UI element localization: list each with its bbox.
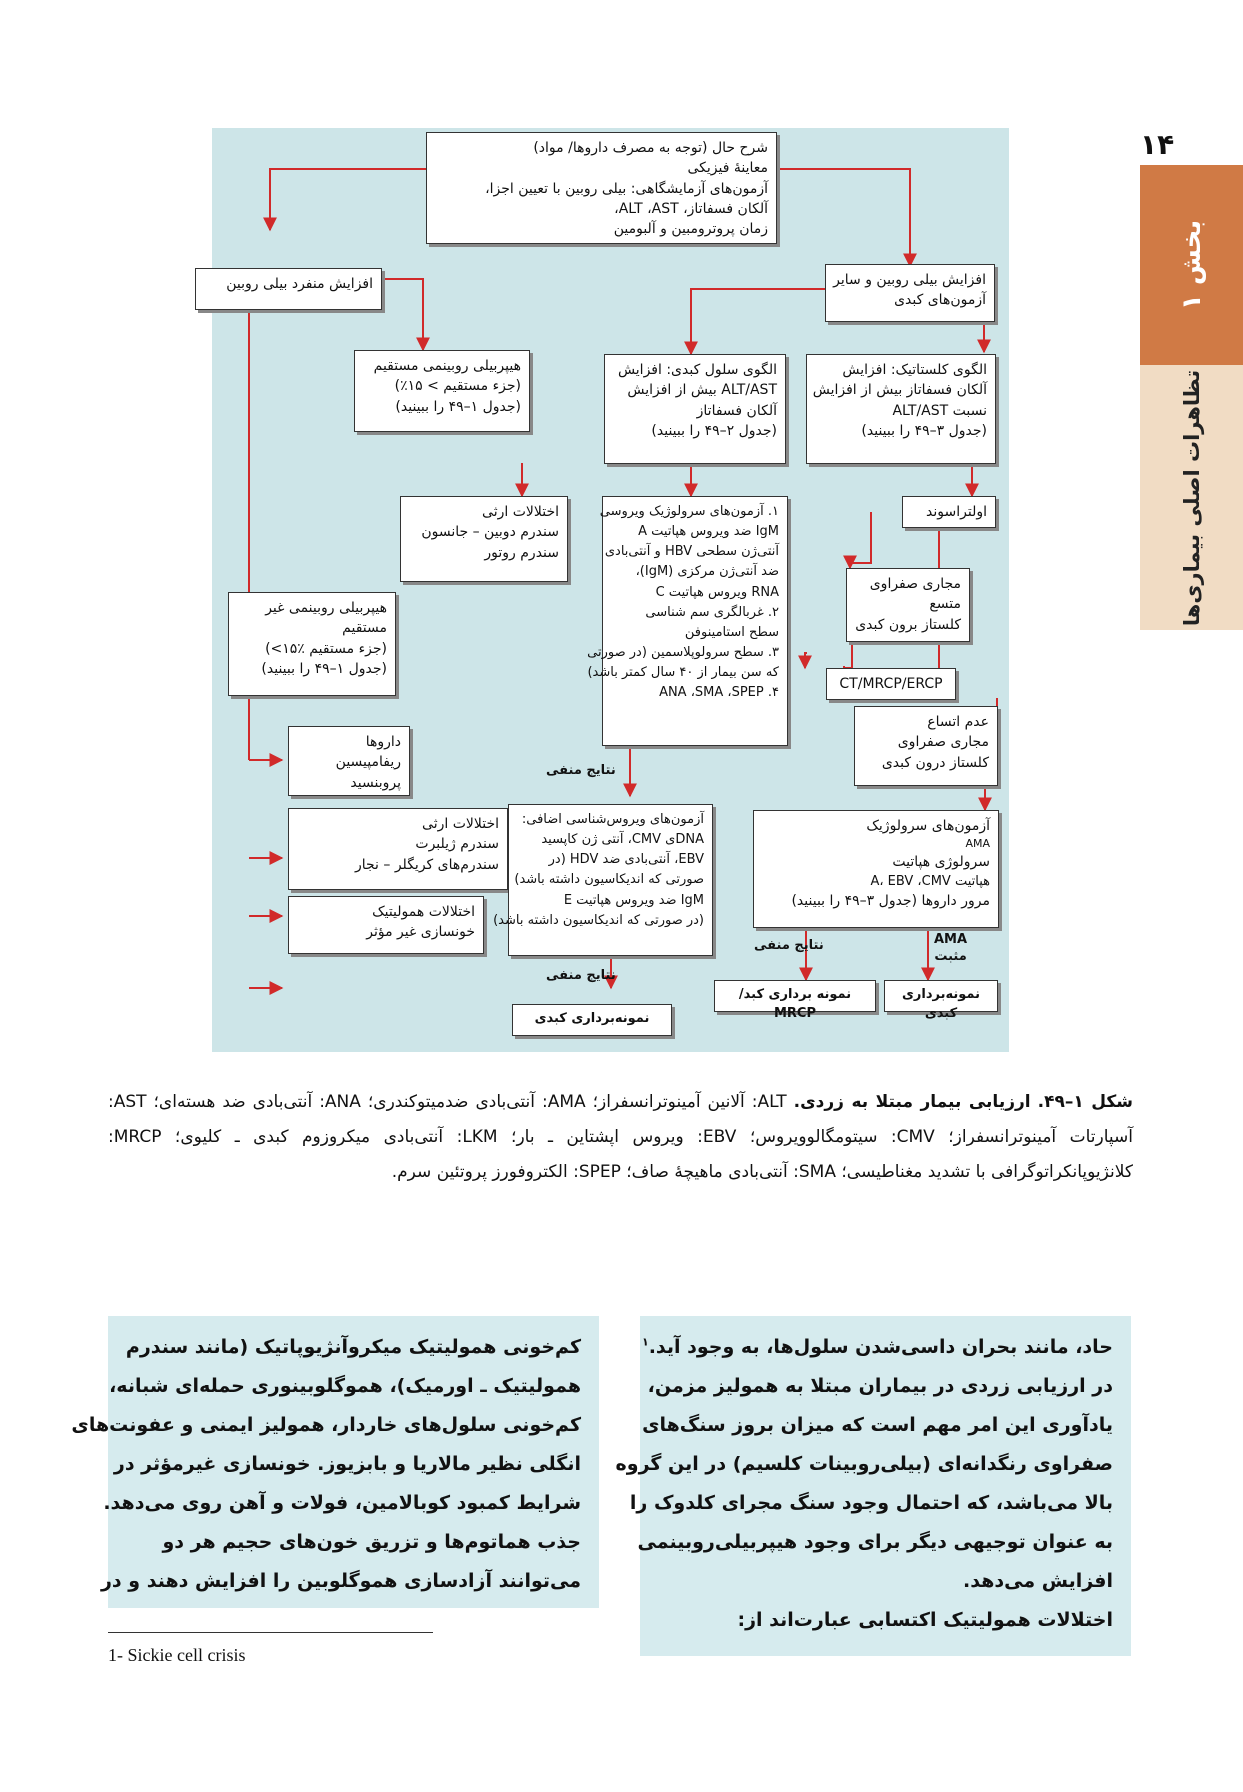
body-text-left-column xyxy=(71,1316,599,1608)
body-line: صفراوی رنگدانه‌ای (بیلی‌روبینات کلسیم) در این گروه xyxy=(615,1452,1113,1475)
body-line: انگلی نظیر مالاریا و بابزیوز. خونسازی غیرمؤثر در xyxy=(113,1452,581,1475)
body-line: افزایش می‌دهد. xyxy=(963,1569,1113,1592)
negative-results-label: نتایج منفی xyxy=(546,968,616,983)
body-line: به عنوان توجیهی دیگر برای وجود هیپربیلی‌روبینمی xyxy=(637,1530,1113,1553)
negative-results-label: نتایج منفی xyxy=(754,938,824,953)
inherited-disorders-direct-box: اختلالات ارثی سندرم دوبین – جانسون سندرم روتور xyxy=(400,496,568,582)
body-line: بالا می‌باشد، که احتمال وجود سنگ مجرای کلدوک را xyxy=(629,1491,1113,1514)
chapter-tab xyxy=(1140,365,1243,630)
body-line: کم‌خونی سلول‌های خاردار، همولیز ایمنی و عفونت‌های xyxy=(71,1413,581,1436)
footnote-divider xyxy=(108,1632,433,1633)
figure-abbreviations: ALT: آلانین آمینوترانسفراز؛ AMA: آنتی‌بادی ضدمیتوکندری؛ ANA: آنتی‌بادی ضد هسته‌ای؛ AST: آسپارتات آمینوترانسفراز؛ CMV: سیتومگالوویروس؛ EBV: ویروس اپشتاین ـ بار؛ LKM: آنتی‌بادی میکروزوم کبدی ـ کلیوی؛ MRCP: کلانژیوپانکراتوگرافی با تشدید مغناطیسی؛ SMA: آنتی‌بادی ماهیچهٔ صاف؛ SPEP: الکتروفورز پروتئین سرم. xyxy=(108,1092,1133,1182)
chapter-tab-label: تظاهرات اصلی بیماری‌ها xyxy=(1179,369,1204,626)
ultrasound-box: اولتراسوند xyxy=(902,496,996,528)
liver-biopsy-box: نمونه‌برداری کبدی xyxy=(884,980,998,1012)
hepatocellular-pattern-box: الگوی سلول کبدی: افزایش ALT/AST بیش از افزایش آلکان فسفاتاز (جدول ۲–۴۹ را ببینید) xyxy=(604,354,786,464)
body-line: می‌توانند آزادسازی هموگلوبین را افزایش دهند و در xyxy=(100,1569,581,1592)
figure-label: شکل ۱–۴۹. xyxy=(1037,1092,1134,1112)
section-tab-label: بخش ۱ xyxy=(1176,219,1207,311)
page-number: ۱۴ xyxy=(1140,128,1175,161)
cholestatic-pattern-box: الگوی کلستاتیک: افزایش آلکان فسفاتاز بیش از افزایش نسبت ALT/AST (جدول ۳–۴۹ را ببینید) xyxy=(806,354,996,464)
liver-biopsy-box: نمونه‌برداری کبدی xyxy=(512,1004,672,1036)
body-line: جذب هماتوم‌ها و تزریق خون‌های حجیم هر دو xyxy=(162,1530,581,1553)
bilirubin-and-liver-tests-box: افزایش بیلی روبین و سایر آزمون‌های کبدی xyxy=(825,264,995,322)
initial-evaluation-box: شرح حال (توجه به مصرف داروها/ مواد) معاینهٔ فیزیکی آزمون‌های آزمایشگاهی: بیلی روبین با تعیین اجزا، آلکان فسفاتاز، ALT ،AST، زمان پروترومبین و آلبومین xyxy=(426,132,777,244)
body-line: شرایط کمبود کوبالامین، فولات و آهن روی می‌دهد. xyxy=(103,1491,581,1514)
body-line: یادآوری این امر مهم است که میزان بروز سنگ‌های xyxy=(642,1413,1113,1436)
indirect-hyperbilirubinemia-box: هیپربیلی روبینمی غیر مستقیم (جزء مستقیم ‎<۱۵٪) (جدول ۱–۴۹ را ببینید) xyxy=(228,592,396,696)
body-line: حاد، مانند بحران داسی‌شدن سلول‌ها، به وجود آید.$^۱$ xyxy=(641,1335,1113,1358)
hemolytic-disorders-box: اختلالات همولیتیک خونسازی غیر مؤثر xyxy=(288,896,484,954)
ama-positive-label: AMA مثبت xyxy=(934,932,968,964)
nondilated-ducts-box: عدم اتساع مجاری صفراوی کلستاز درون کبدی xyxy=(854,706,998,786)
serologic-tests-box: آزمون‌های سرولوژیک AMA سرولوژی هپاتیت هپاتیت A، EBV ،CMV مرور داروها (جدول ۳–۴۹ را ببینید) xyxy=(753,810,999,928)
liver-biopsy-mrcp-box: نمونه برداری کبد/ MRCP xyxy=(714,980,876,1012)
negative-results-label: نتایج منفی xyxy=(546,763,616,778)
inherited-disorders-indirect-box: اختلالات ارثی سندرم ژیلبرت سندرم‌های کریگلر – نجار xyxy=(288,808,508,890)
additional-virology-box: آزمون‌های ویروس‌شناسی اضافی: DNAی CMV، آنتی ژن کاپسید EBV، آنتی‌بادی ضد HDV (در صورتی که اندیکاسیون داشته باشد) IgM ضد ویروس هپاتیت E (در صورتی که اندیکاسیون داشته باشد) xyxy=(508,804,713,956)
body-line: اختلالات همولیتیک اکتسابی عبارت‌اند از: xyxy=(737,1608,1113,1631)
isolated-bilirubin-box: افزایش منفرد بیلی روبین xyxy=(195,268,382,310)
footnote: 1- Sickie cell crisis xyxy=(108,1645,246,1665)
body-line: همولیتیک ـ اورمیک)، هموگلوبینوری حمله‌ای شبانه، xyxy=(109,1374,581,1397)
section-tab xyxy=(1140,165,1243,365)
body-text-right-column xyxy=(615,1316,1131,1656)
body-line: کم‌خونی همولیتیک میکروآنژیوپاتیک (مانند سندرم xyxy=(125,1336,581,1358)
jaundice-flowchart xyxy=(212,128,1009,1052)
body-line: در ارزیابی زردی در بیماران مبتلا به همولیز مزمن، xyxy=(647,1374,1113,1397)
figure-title: ارزیابی بیمار مبتلا به زردی. xyxy=(793,1092,1031,1112)
hepatocellular-tests-box: ۱. آزمون‌های سرولوژیک ویروسی IgM ضد ویروس هپاتیت A آنتی‌ژن سطحی HBV و آنتی‌بادی ضد آنتی‌ژن مرکزی (IgM)، RNA ویروس هپاتیت C ۲. غربالگری سم شناسی سطح استامینوفن ۳. سطح سرولوپلاسمین (در صورتی که سن بیمار از ۴۰ سال کمتر باشد) ۴. ANA ،SMA ،SPEP xyxy=(602,496,788,746)
dilated-ducts-box: مجاری صفراوی متسع کلستاز برون کبدی xyxy=(846,568,970,642)
ct-mrcp-ercp-box: CT/MRCP/ERCP xyxy=(826,668,956,700)
figure-caption xyxy=(108,1085,1133,1190)
direct-hyperbilirubinemia-box: هیپربیلی روبینمی مستقیم (جزء مستقیم > ۱۵٪) (جدول ۱–۴۹ را ببینید) xyxy=(354,350,530,432)
footnote-reference: ۱ xyxy=(641,1335,649,1349)
drugs-box: داروها ریفامپیسین پروبنسید xyxy=(288,726,410,796)
